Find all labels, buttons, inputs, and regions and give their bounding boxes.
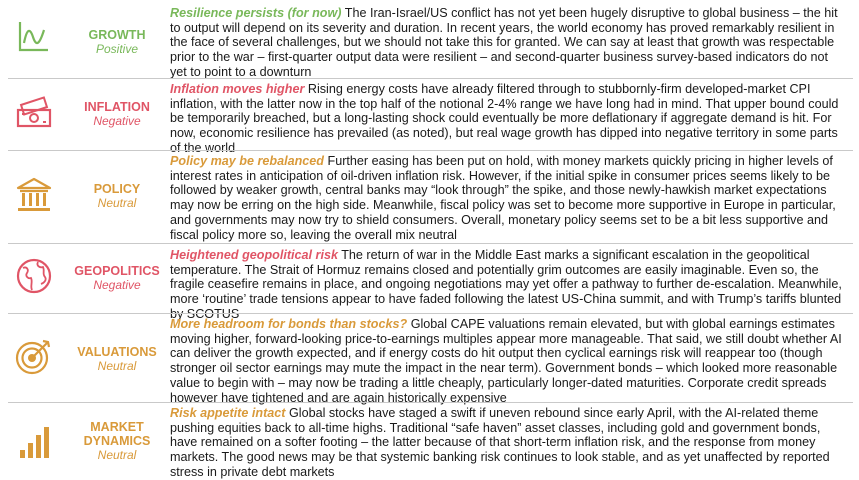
- row-headline: Risk appetite intact: [170, 406, 286, 420]
- divider: [8, 313, 853, 314]
- category-label: GEOPOLITICS: [74, 264, 160, 278]
- sentiment-label: Neutral: [97, 196, 137, 210]
- category-label: POLICY: [93, 182, 141, 196]
- category-label: MARKET DYNAMICS: [83, 420, 151, 448]
- row-body: Rising energy costs have already filtered through to stubbornly-firm developed-market CPI inflation, with the latter now in the top half of the notional 2-4% range we have long had in mind. That upper bound could be temporarily breached, but a long-lasting shock could eventually be more deflationary if aggregate demand is hit. For now, economic resilience has prevailed (as noted), but real wage growth has dipped into negative territory in some parts of the world: [170, 82, 839, 155]
- row-headline: More headroom for bonds than stocks?: [170, 317, 408, 331]
- sentiment-label: Neutral: [97, 359, 137, 373]
- valuations-label: [62, 345, 172, 373]
- growth-label: [62, 28, 172, 56]
- row-headline: Resilience persists (for now): [170, 6, 342, 20]
- row-text: [170, 82, 848, 156]
- category-label: GROWTH: [88, 28, 146, 42]
- geopolitics-label: [62, 264, 172, 292]
- row-text: [170, 406, 848, 480]
- row-headline: Inflation moves higher: [170, 82, 305, 96]
- bar-chart-icon: [14, 422, 54, 462]
- row-body: The Iran-Israel/US conflict has not yet been hugely disruptive to global business – the hit to output will depend on its severity and duration. In recent years, the world economy has proved remarkably resilient in the face of several challenges, but we should not take this for granted. We can say at least that growth was respectable prior to the war – first-quarter output data were resilient – and second-quarter business survey-based indicators do not yet to point to a downturn: [170, 6, 838, 79]
- row-body: The return of war in the Middle East marks a significant escalation in the geopolitical temperature. The Strait of Hormuz remains closed and potentially grim outcomes are easily imaginable. Even so, the fragile ceasefire remains in place, and ongoing negotiations may yet offer a pathway to further de-escalation. Meanwhile, more ‘routine’ trade tensions appear to have faded following the latest US-China summit, and with Trump’s tariffs blunted by SCOTUS: [170, 248, 842, 321]
- market-dynamics-label: [62, 420, 172, 462]
- inflation-label: [62, 100, 172, 128]
- row-body: Global CAPE valuations remain elevated, but with global earnings estimates moving higher, forward-looking price-to-earnings multiples appear more manageable. That said, we still doubt whether AI can deliver the growth expected, and if energy costs do hit output then cyclical earnings risk will reappear too (though stronger oil sector earnings may mute the impact in the near term). Government bonds – which looked more reasonable value to begin with – may now be trading a little cheaply, particularly longer-dated maturities. Corporate credit spreads however have tightened and are again historically expensive: [170, 317, 842, 405]
- sentiment-label: Positive: [95, 42, 139, 56]
- row-text: [170, 6, 848, 80]
- divider: [8, 243, 853, 244]
- row-text: [170, 154, 848, 242]
- category-label: INFLATION: [84, 100, 150, 114]
- policy-label: [62, 182, 172, 210]
- divider: [8, 402, 853, 403]
- globe-icon: [14, 256, 54, 296]
- row-text: [170, 317, 848, 405]
- sentiment-label: Negative: [93, 114, 141, 128]
- row-headline: Policy may be rebalanced: [170, 154, 324, 168]
- category-label: VALUATIONS: [77, 345, 157, 359]
- bank-building-icon: [14, 175, 54, 215]
- divider: [8, 150, 853, 151]
- money-icon: [14, 93, 54, 133]
- row-headline: Heightened geopolitical risk: [170, 248, 338, 262]
- row-body: Global stocks have staged a swift if uneven rebound since early April, with the AI-related theme pushing equities back to all-time highs. Traditional “safe haven” asset classes, including gold and government bonds, have remained on a softer footing – the latter because of that short-term inflation risk, and the response from money markets. The good news may be that systemic banking risk continues to look stable, and as yet unaffected by reported stress in private debt markets: [170, 406, 830, 479]
- sentiment-label: Negative: [93, 278, 141, 292]
- row-body: Further easing has been put on hold, with money markets quickly pricing in higher levels of interest rates in anticipation of oil-driven inflation risk. However, if the initial spike in consumer prices seems likely to be followed by weaker growth, central banks may “look through” the spike, and those newly-hawkish market expectations may now be erring on the high side. Meanwhile, fiscal policy was set to become more supportive in Europe in particular, and governments may now try to shield consumers. Overall, monetary policy seems set to be a bit less supportive and fiscal policy more so, leaving the overall mix neutral: [170, 154, 836, 242]
- trend-line-icon: [14, 16, 54, 56]
- target-icon: [14, 336, 54, 376]
- divider: [8, 78, 853, 79]
- row-text: [170, 248, 848, 322]
- sentiment-label: Neutral: [97, 448, 137, 462]
